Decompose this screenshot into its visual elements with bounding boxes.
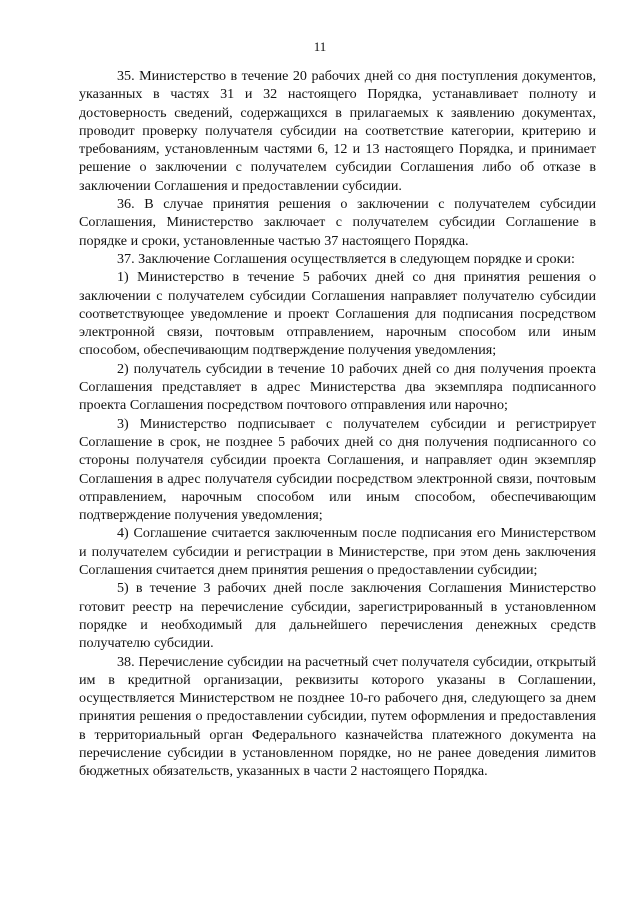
- paragraph-36: 36. В случае принятия решения о заключении с получателем субсидии Соглашения, Министерство заключает с получателем субсидии Соглашение в порядке и сроки, установленные частью 37 настоящего Порядка.: [79, 196, 596, 249]
- document-body: [79, 67, 596, 781]
- list-item-37-2: 2) получатель субсидии в течение 10 рабочих дней со дня получения проекта Соглашения представляет в адрес Министерства два экземпляра подписанного проекта Соглашения посредством почтового отправления или нарочно;: [79, 360, 596, 414]
- page-number: 11: [313, 39, 327, 54]
- paragraph-35: 35. Министерство в течение 20 рабочих дней со дня поступления документов, указанных в частях 31 и 32 настоящего Порядка, устанавливает полноту и достоверность сведений, содержащихся в прилагаемых к заявлению документах, проводит проверку получателя субсидии на соответствие категории, критерию и требованиям, установленным частями 6, 12 и 13 настоящего Порядка, и принимает решение о заключении с получателем субсидии Соглашения либо об отказе в заключении Соглашения и предоставлении субсидии.: [79, 68, 596, 194]
- paragraph-38: 38. Перечисление субсидии на расчетный счет получателя субсидии, открытый им в кредитной организации, реквизиты которого указаны в Соглашении, осуществляется Министерством не позднее 10-го рабочего дня, следующего за днем принятия решения о предоставлении субсидии, путем оформления и предоставления в территориальный орган Федерального казначейства платежного документа на перечисление субсидии в установленном порядке, но не ранее доведения лимитов бюджетных обязательств, указанных в части 2 настоящего Порядка.: [79, 653, 596, 780]
- list-item-37-3: 3) Министерство подписывает с получателем субсидии и регистрирует Соглашение в срок, не позднее 5 рабочих дней со дня получения подписанного со стороны получателя субсидии проекта Соглашения, и направляет один экземпляр Соглашения в адрес получателя субсидии посредством электронной связи, почтовым отправлением, нарочным способом или иным способом, обеспечивающим подтверждение получения уведомления;: [79, 415, 596, 524]
- paragraph-37: 37. Заключение Соглашения осуществляется в следующем порядке и сроки:: [117, 250, 575, 267]
- list-item-37-4: 4) Соглашение считается заключенным после подписания его Министерством и получателем субсидии и регистрации в Министерстве, при этом день заключения Соглашения считается днем принятия решения о предоставлении субсидии;: [79, 525, 596, 579]
- list-item-37-5: 5) в течение 3 рабочих дней после заключения Соглашения Министерство готовит реестр на перечисление субсидии, зарегистрированный в установленном порядке и необходимый для дальнейшего перечисления денежных средств получателю субсидии.: [79, 580, 596, 652]
- list-item-37-1: 1) Министерство в течение 5 рабочих дней со дня принятия решения о заключении с получателем субсидии Соглашения направляет получателю субсидии соответствующее уведомление и проект Соглашения для подписания посредством электронной связи, почтовым отправлением, нарочным способом или иным способом, обеспечивающим подтверждение получения уведомления;: [79, 269, 596, 359]
